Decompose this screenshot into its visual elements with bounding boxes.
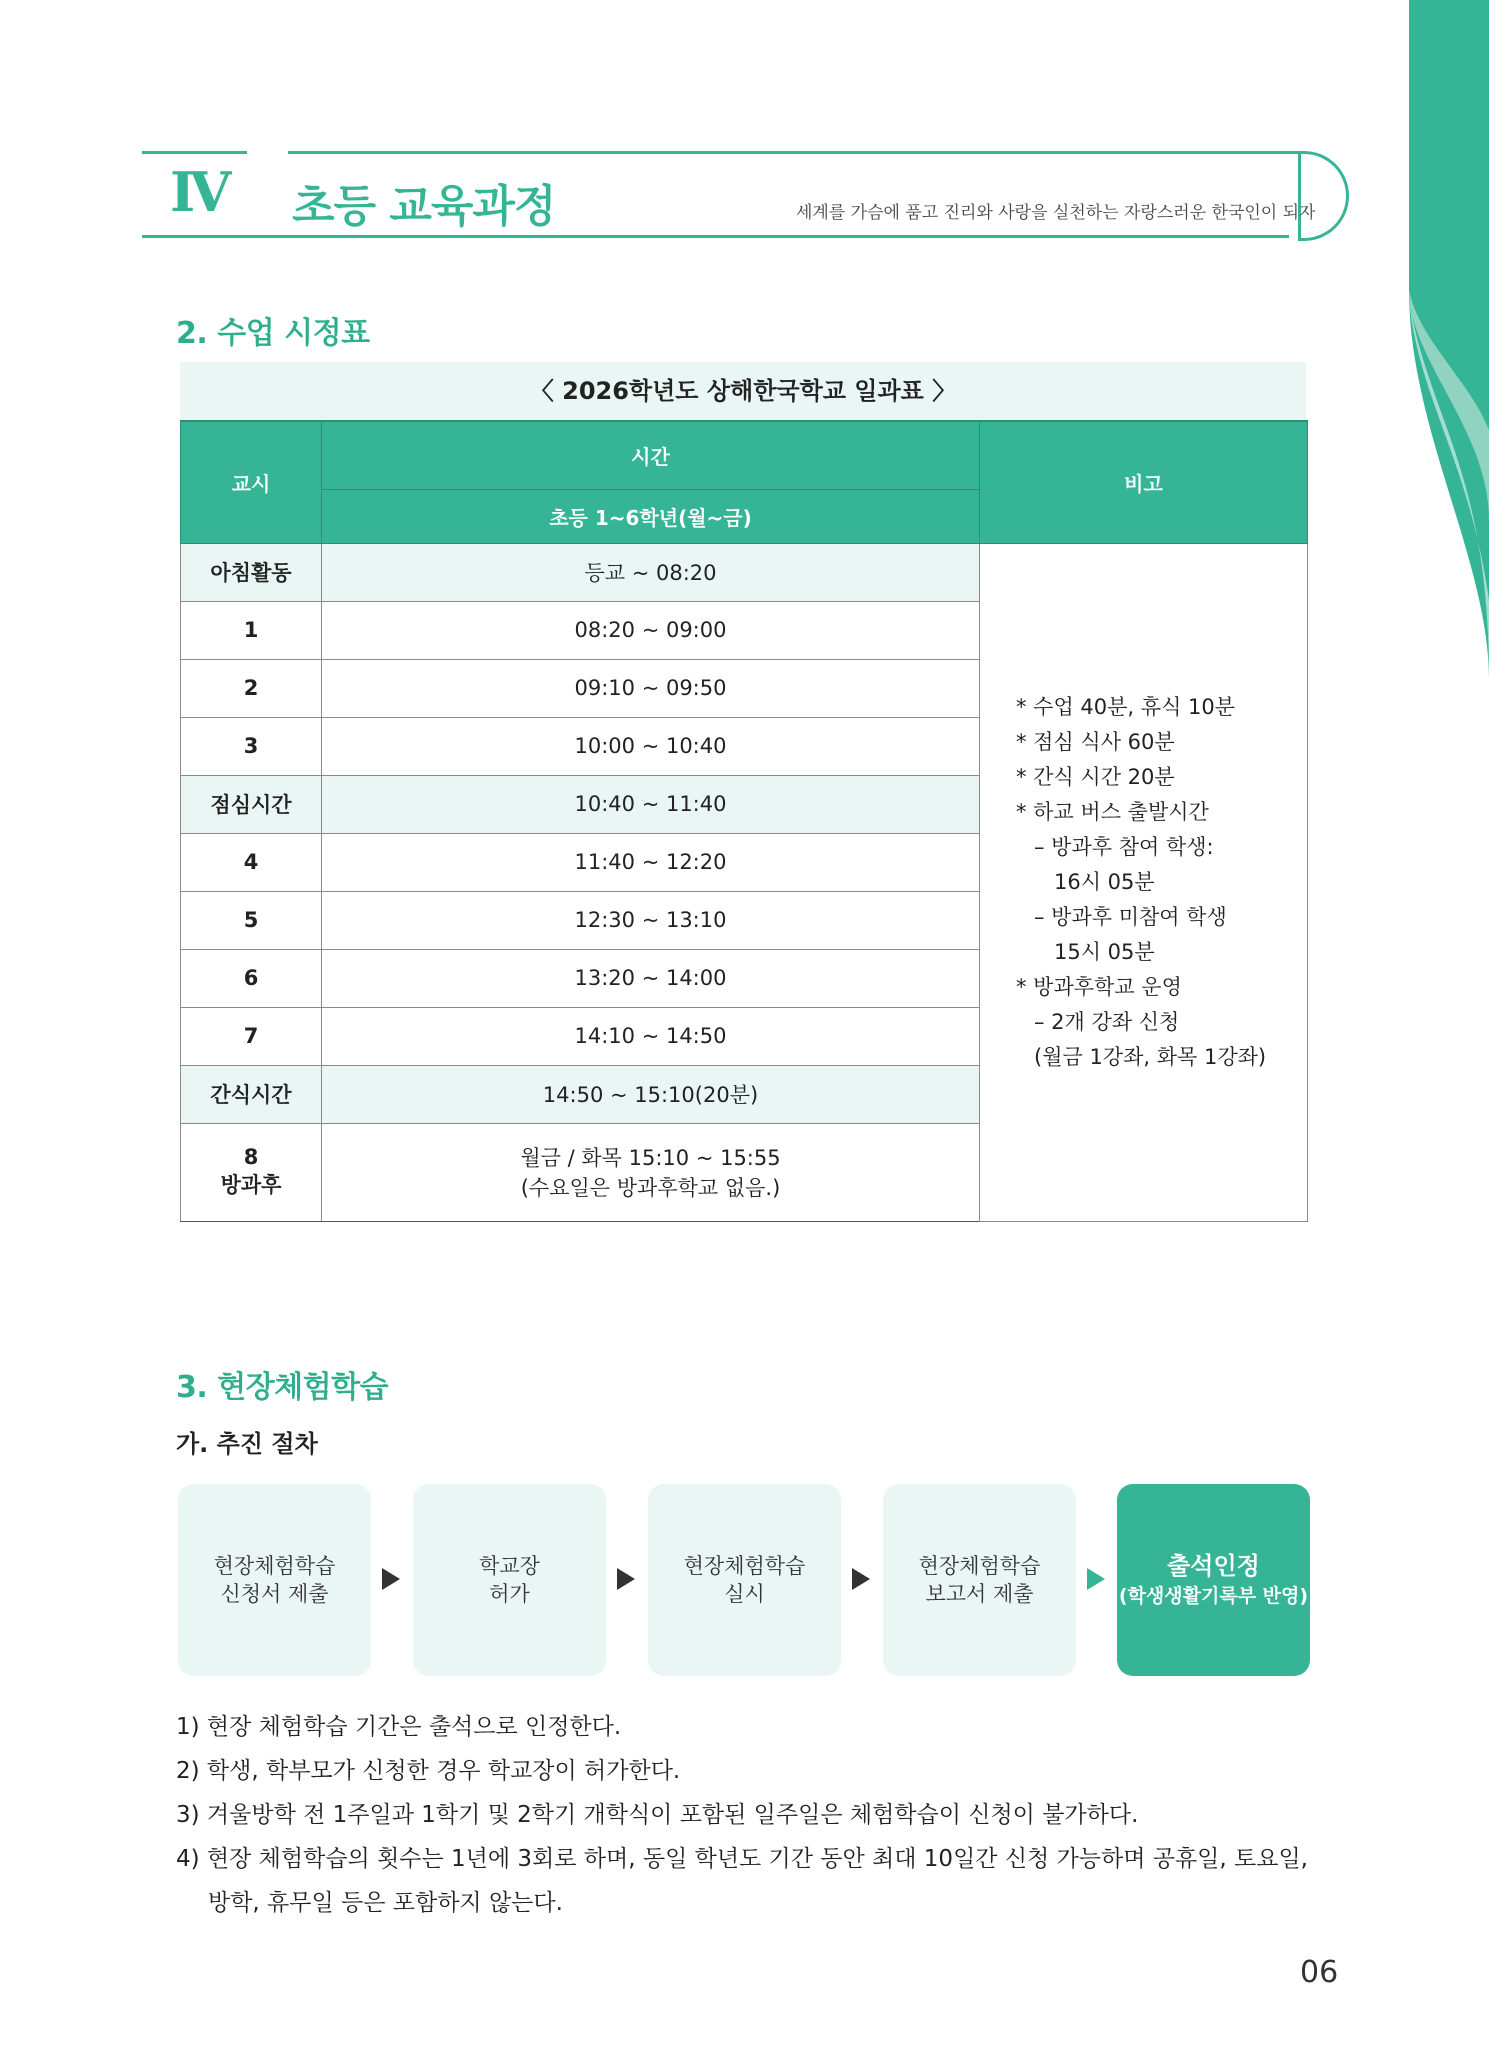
remarks-cell (980, 543, 1308, 1221)
time-cell: 14:50 ~ 15:10(20분) (322, 1065, 980, 1123)
time-cell: 10:40 ~ 11:40 (322, 775, 980, 833)
step-line: 현장체험학습 (683, 1554, 806, 1578)
flow-step-3 (648, 1484, 841, 1676)
note-item: 1) 현장 체험학습 기간은 출석으로 인정한다. (176, 1714, 622, 1740)
timetable-caption: 〈 2026학년도 상해한국학교 일과표 〉 (180, 362, 1306, 420)
header-bottom-rule (142, 235, 1289, 238)
step-line: (학생생활기록부 반영) (1118, 1585, 1309, 1607)
flow-step-2 (413, 1484, 606, 1676)
time-cell: 10:00 ~ 10:40 (322, 717, 980, 775)
note-item: 2) 학생, 학부모가 신청한 경우 학교장이 허가한다. (176, 1758, 681, 1784)
arrow-right-icon (1087, 1568, 1105, 1590)
remark-line: – 방과후 미참여 학생 (1034, 904, 1227, 929)
period-cell: 6 (181, 949, 322, 1007)
section-heading-fieldtrip: 3. 현장체험학습 (176, 1370, 389, 1405)
period-cell: 4 (181, 833, 322, 891)
remark-line: – 2개 강좌 신청 (1034, 1009, 1180, 1034)
remark-line: 16시 05분 (1054, 869, 1155, 894)
period-cell-afterschool (181, 1123, 322, 1221)
page-number: 06 (1300, 1955, 1339, 1990)
time-cell: 등교 ~ 08:20 (322, 543, 980, 601)
flow-step-final (1117, 1484, 1310, 1676)
time-cell: 14:10 ~ 14:50 (322, 1007, 980, 1065)
header-numeral-line (142, 151, 247, 154)
header-remark: 비고 (980, 421, 1308, 543)
step-line: 실시 (724, 1582, 765, 1606)
timetable (180, 420, 1308, 1222)
time-note: (수요일은 방과후학교 없음.) (520, 1176, 781, 1200)
step-line: 현장체험학습 (918, 1554, 1041, 1578)
remark-line: – 방과후 참여 학생: (1034, 834, 1214, 859)
remark-line: * 간식 시간 20분 (1016, 764, 1175, 789)
subheading-procedure: 가. 추진 절차 (176, 1430, 318, 1458)
time-cell: 09:10 ~ 09:50 (322, 659, 980, 717)
section-heading-timetable: 2. 수업 시정표 (176, 316, 370, 351)
header-time-sub: 초등 1~6학년(월~금) (322, 489, 980, 543)
school-motto: 세계를 가슴에 품고 진리와 사랑을 실천하는 자랑스러운 한국인이 되자 (796, 203, 1316, 223)
header-period: 교시 (181, 421, 322, 543)
remark-line: * 점심 식사 60분 (1016, 729, 1175, 754)
procedure-notes (176, 1705, 1316, 1925)
period-cell: 1 (181, 601, 322, 659)
remark-line: 15시 05분 (1054, 939, 1155, 964)
remark-line: * 수업 40분, 휴식 10분 (1016, 694, 1236, 719)
time-cell-afterschool (322, 1123, 980, 1221)
step-line: 출석인정 (1167, 1552, 1260, 1580)
note-item: 4) 현장 체험학습의 횟수는 1년에 3회로 하며, 동일 학년도 기간 동안 최대 10일간 신청 가능하며 공휴일, 토요일, (176, 1846, 1308, 1872)
arrow-right-icon (382, 1568, 400, 1590)
period-label: 방과후 (220, 1173, 282, 1197)
period-cell: 점심시간 (181, 775, 322, 833)
period-cell: 7 (181, 1007, 322, 1065)
section-numeral: Ⅳ (170, 160, 230, 224)
note-item: 3) 겨울방학 전 1주일과 1학기 및 2학기 개학식이 포함된 일주일은 체험학습이 신청이 불가하다. (176, 1802, 1139, 1828)
step-line: 현장체험학습 (213, 1554, 336, 1578)
time-cell: 08:20 ~ 09:00 (322, 601, 980, 659)
flow-step-4 (883, 1484, 1076, 1676)
step-line: 신청서 제출 (220, 1582, 329, 1606)
header-frame-curve (1298, 151, 1349, 241)
time-cell: 11:40 ~ 12:20 (322, 833, 980, 891)
time-cell: 13:20 ~ 14:00 (322, 949, 980, 1007)
period-cell: 5 (181, 891, 322, 949)
time-cell: 12:30 ~ 13:10 (322, 891, 980, 949)
page-title: 초등 교육과정 (292, 181, 556, 232)
period-number: 8 (243, 1145, 259, 1169)
step-line: 학교장 (479, 1554, 540, 1578)
flow-step-1 (178, 1484, 371, 1676)
step-line: 허가 (489, 1582, 530, 1606)
remark-line: * 하교 버스 출발시간 (1016, 799, 1209, 824)
remark-line: (월금 1강좌, 화목 1강좌) (1034, 1044, 1267, 1069)
period-cell: 2 (181, 659, 322, 717)
step-line: 보고서 제출 (925, 1582, 1034, 1606)
remark-line: * 방과후학교 운영 (1016, 974, 1182, 999)
note-continuation: 방학, 휴무일 등은 포함하지 않는다. (208, 1890, 563, 1916)
arrow-right-icon (617, 1568, 635, 1590)
decorative-side-band (1409, 0, 1489, 680)
period-cell: 3 (181, 717, 322, 775)
time-line: 월금 / 화목 15:10 ~ 15:55 (520, 1146, 781, 1170)
period-cell: 아침활동 (181, 543, 322, 601)
period-cell: 간식시간 (181, 1065, 322, 1123)
arrow-right-icon (852, 1568, 870, 1590)
note-item-continued (176, 1881, 1316, 1925)
header-time: 시간 (322, 421, 980, 489)
